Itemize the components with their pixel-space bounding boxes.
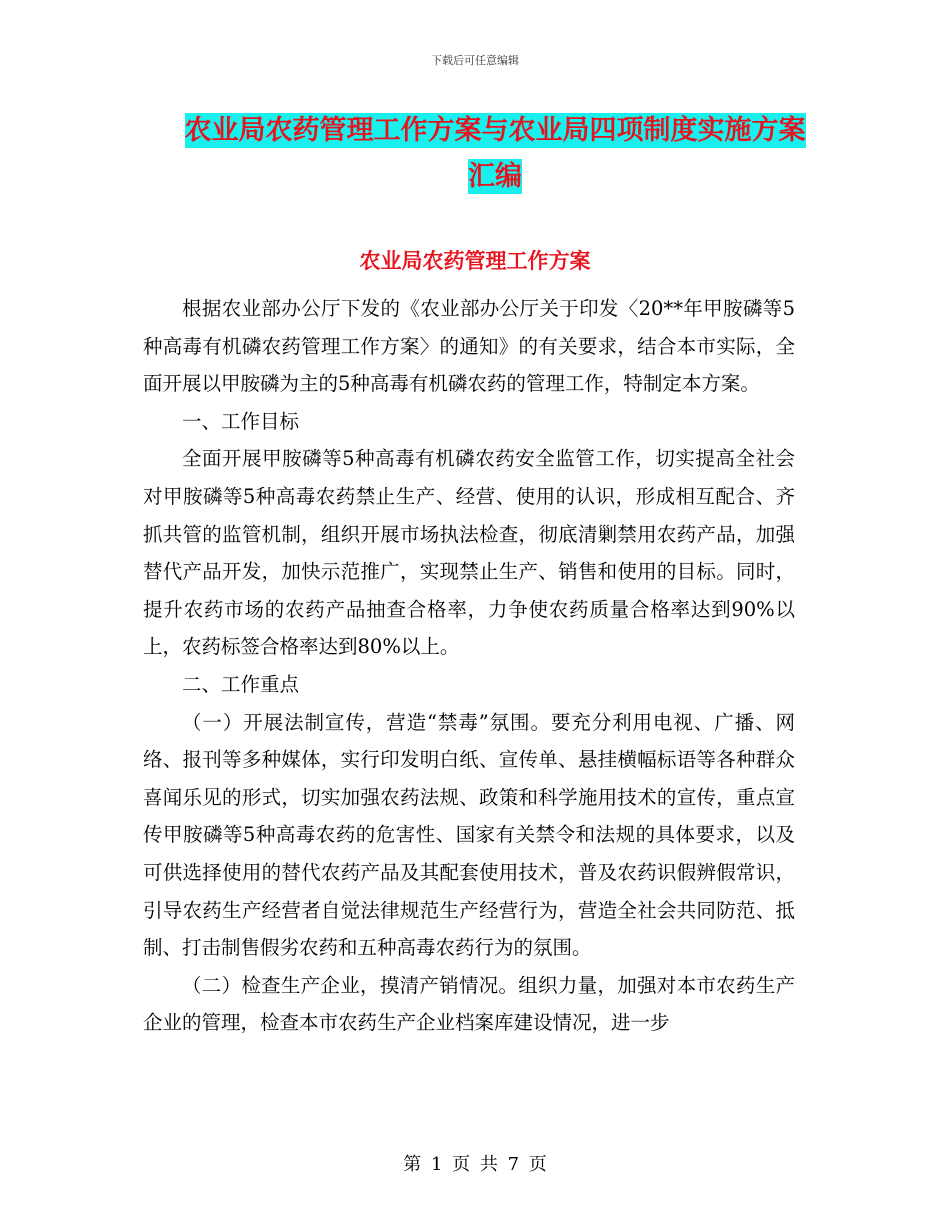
paragraph-focus-2: （二）检查生产企业，摸清产销情况。组织力量，加强对本市农药生产企业的管理，检查本市农药生产企业档案库建设情况，进一步 <box>143 973 795 1035</box>
document-title <box>160 108 830 200</box>
heading-work-goals: 一、工作目标 <box>182 409 300 433</box>
section-title: 农业局农药管理工作方案 <box>359 249 591 273</box>
document-title-line-2: 汇编 <box>468 161 522 192</box>
heading-work-focus: 二、工作重点 <box>182 672 300 696</box>
paragraph-work-goals: 全面开展甲胺磷等5种高毒有机磷农药安全监管工作，切实提高全社会对甲胺磷等5种高毒农药禁止生产、经营、使用的认识，形成相互配合、齐抓共管的监管机制，组织开展市场执法检查，彻底清剿禁用农药产品，加强替代产品开发，加快示范推广，实现禁止生产、销售和使用的目标。同时，提升农药市场的农药产品抽查合格率，力争使农药质量合格率达到90%以上，农药标签合格率达到80%以上。 <box>143 447 795 659</box>
page-header-note: 下载后可任意编辑 <box>431 54 519 67</box>
document-body <box>143 290 795 1042</box>
paragraph-focus-1: （一）开展法制宣传，营造“禁毒”氛围。要充分利用电视、广播、网络、报刊等多种媒体，实行印发明白纸、宣传单、悬挂横幅标语等各种群众喜闻乐见的形式，切实加强农药法规、政策和科学施用技术的宣传，重点宣传甲胺磷等5种高毒农药的危害性、国家有关禁令和法规的具体要求，以及可供选择使用的替代农药产品及其配套使用技术，普及农药识假辨假常识，引导农药生产经营者自觉法律规范生产经营行为，营造全社会共同防范、抵制、打击制售假劣农药和五种高毒农药行为的氛围。 <box>143 710 795 960</box>
paragraph-intro: 根据农业部办公厅下发的《农业部办公厅关于印发〈20**年甲胺磷等5种高毒有机磷农药管理工作方案〉的通知》的有关要求，结合本市实际，全面开展以甲胺磷为主的5种高毒有机磷农药的管理工作，特制定本方案。 <box>143 297 795 396</box>
document-title-line-1: 农业局农药管理工作方案与农业局四项制度实施方案 <box>184 115 806 146</box>
page-number: 第 1 页 共 7 页 <box>403 1154 547 1175</box>
